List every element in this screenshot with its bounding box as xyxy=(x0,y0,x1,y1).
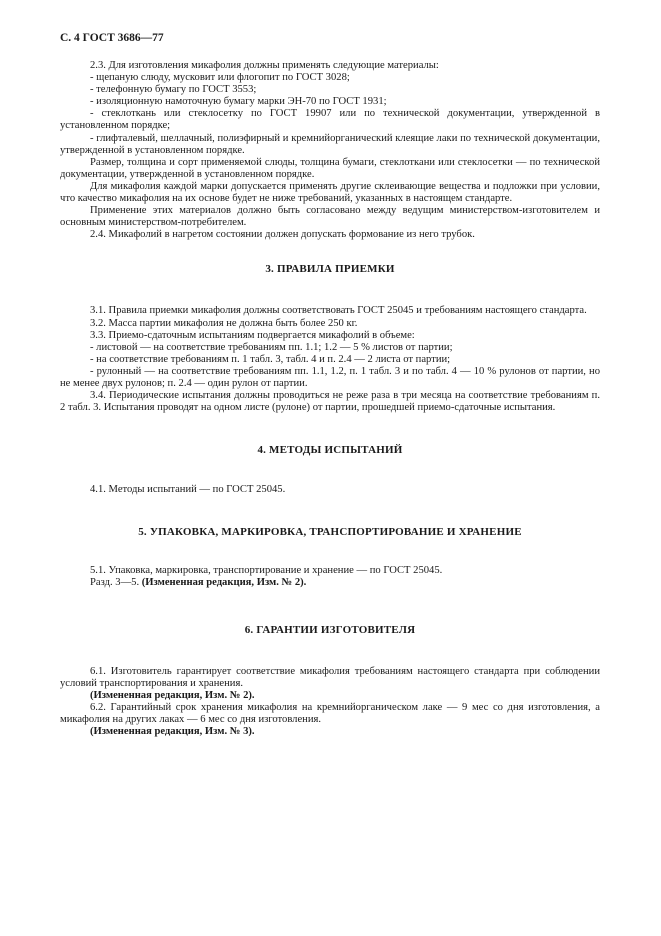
paragraph-2-4: 2.4. Микафолий в нагретом состоянии должен допускать формование из него трубок. xyxy=(90,229,475,241)
list-item-table-requirements: - на соответствие требованиям п. 1 табл. 3, табл. 4 и п. 2.4 — 2 листа от партии; xyxy=(90,353,451,365)
paragraph-4-1: 4.1. Методы испытаний — по ГОСТ 25045. xyxy=(90,484,286,496)
section-4-body xyxy=(60,484,600,496)
section-4-title: 4. МЕТОДЫ ИСПЫТАНИЙ xyxy=(257,444,403,457)
list-item-mica: - щепаную слюду, мусковит или флогопит по ГОСТ 3028; xyxy=(90,72,350,84)
amendment-note-sections-3-5 xyxy=(60,577,600,589)
list-item-roll: - рулонный — на соответствие требованиям пп. 1.1, 1.2, п. 1 табл. 3 и по табл. 4 — 10 % рулонов от партии, но не менее двух рулонов; п. 2.4 — один рулон от партии. xyxy=(60,365,600,389)
section-3-title: 3. ПРАВИЛА ПРИЕМКИ xyxy=(265,263,395,276)
paragraph-3-1: 3.1. Правила приемки микафолия должны соответствовать ГОСТ 25045 и требованиям настоящего стандарта. xyxy=(90,305,587,317)
section-5-body xyxy=(60,565,600,589)
paragraph-3-3: 3.3. Приемо-сдаточным испытаниям подвергается микафолий в объеме: xyxy=(90,329,415,341)
list-item-lacquers: - глифталевый, шеллачный, полиэфирный и кремнийорганический клеящие лаки по технической документации, утвержденной в установленном порядке. xyxy=(60,132,600,156)
paragraph-3-4: 3.4. Периодические испытания должны проводиться не реже раза в три месяца на соответствие требованиям п. 2 табл. 3. Испытания проводят на одном листе (рулоне) от партии, прошедшей приемо-сдаточные испытания. xyxy=(60,390,600,414)
paragraph-2-3: 2.3. Для изготовления микафолия должны применять следующие материалы: xyxy=(90,60,439,71)
section-2-continuation xyxy=(60,60,600,241)
list-item-fiberglass: - стеклоткань или стеклосетку по ГОСТ 19907 или по технической документации, утвержденной в установленном порядке; xyxy=(60,108,600,132)
section-3-body xyxy=(60,305,600,414)
amendment-note-6-2: (Измененная редакция, Изм. № 3). xyxy=(90,726,255,737)
list-item-insulation-paper: - изоляционную намоточную бумагу марки ЭН-70 по ГОСТ 1931; xyxy=(90,96,387,108)
list-item-sheet: - листовой — на соответствие требованиям пп. 1.1; 1.2 — 5 % листов от партии; xyxy=(90,341,453,353)
amendment-note-6-1: (Измененная редакция, Изм. № 2). xyxy=(90,689,255,701)
section-6-body xyxy=(60,666,600,739)
paragraph-3-2: 3.2. Масса партии микафолия не должна быть более 250 кг. xyxy=(90,317,358,329)
document-page xyxy=(60,32,600,738)
amendment-note-text: (Измененная редакция, Изм. № 2). xyxy=(141,577,307,589)
page-header: С. 4 ГОСТ 3686—77 xyxy=(60,32,164,44)
amendment-note-prefix: Разд. 3—5. xyxy=(90,577,142,589)
section-6-title: 6. ГАРАНТИИ ИЗГОТОВИТЕЛЯ xyxy=(244,623,416,636)
paragraph-other-substances: Для микафолия каждой марки допускается применять другие склеивающие вещества и подложки при условии, что качество микафолия на их основе будет не ниже требований, указанных в настоящем стандарте. xyxy=(60,180,600,205)
section-5-title: 5. УПАКОВКА, МАРКИРОВКА, ТРАНСПОРТИРОВАНИЕ И ХРАНЕНИЕ xyxy=(138,526,522,539)
list-item-phone-paper: - телефонную бумагу по ГОСТ 3553; xyxy=(90,84,257,96)
paragraph-size: Размер, толщина и сорт применяемой слюды, толщина бумаги, стеклоткани или стеклосетки — по технической документации, утвержденной в установленном порядке. xyxy=(60,156,600,180)
paragraph-agreement: Применение этих материалов должно быть согласовано между ведущим министерством-изготовителем и основным министерством-потребителем. xyxy=(60,205,600,229)
paragraph-6-1: 6.1. Изготовитель гарантирует соответствие микафолия требованиям настоящего стандарта при соблюдении условий транспортирования и хранения. xyxy=(60,665,600,689)
paragraph-5-1: 5.1. Упаковка, маркировка, транспортирование и хранение — по ГОСТ 25045. xyxy=(90,565,443,577)
paragraph-6-2: 6.2. Гарантийный срок хранения микафолия на кремнийорганическом лаке — 9 мес со дня изготовления, а микафолия на других лаках — 6 мес со дня изготовления. xyxy=(60,701,600,725)
